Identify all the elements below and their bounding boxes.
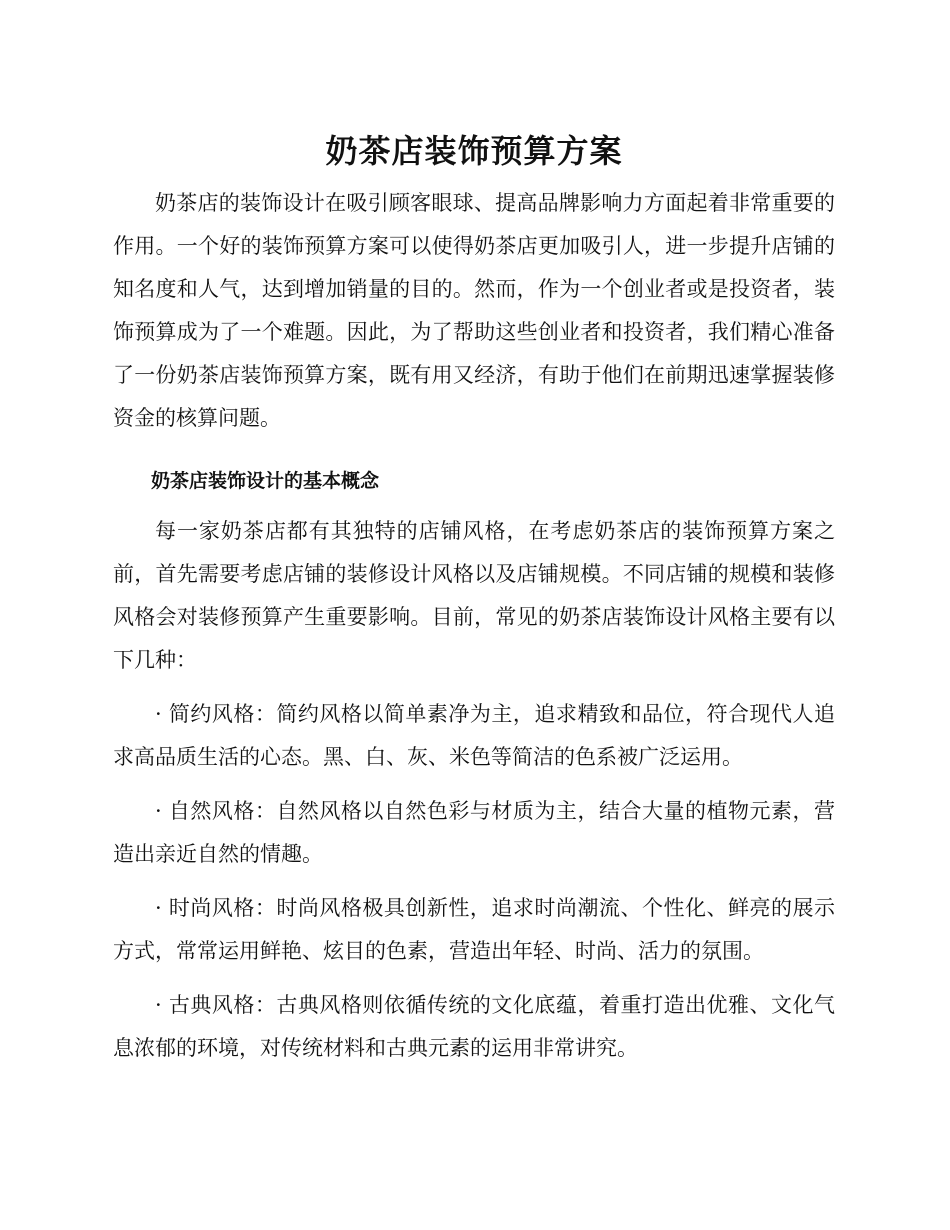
section-paragraph: 每一家奶茶店都有其独特的店铺风格，在考虑奶茶店的装饰预算方案之前，首先需要考虑店铺的装修设计风格以及店铺规模。不同店铺的规模和装修风格会对装修预算产生重要影响。目前，常见的奶茶店装饰设计风格主要有以下几种： (113, 519, 835, 672)
intro-paragraph: 奶茶店的装饰设计在吸引顾客眼球、提高品牌影响力方面起着非常重要的作用。一个好的装饰预算方案可以使得奶茶店更加吸引人，进一步提升店铺的知名度和人气，达到增加销量的目的。然而，作为一个创业者或是投资者，装饰预算成为了一个难题。因此，为了帮助这些创业者和投资者，我们精心准备了一份奶茶店装饰预算方案，既有用又经济，有助于他们在前期迅速掌握装修资金的核算问题。 (113, 191, 835, 430)
bullet-item-natural: · 自然风格：自然风格以自然色彩与材质为主，结合大量的植物元素，营造出亲近自然的情趣。 (113, 799, 835, 866)
document-page (113, 128, 835, 1070)
bullet-item-classical: · 古典风格：古典风格则依循传统的文化底蕴，着重打造出优雅、文化气息浓郁的环境，对传统材料和古典元素的运用非常讲究。 (113, 993, 835, 1060)
section-heading: 奶茶店装饰设计的基本概念 (151, 470, 380, 492)
bullet-item-minimalist: · 简约风格：简约风格以简单素净为主，追求精致和品位，符合现代人追求高品质生活的心态。黑、白、灰、米色等简洁的色系被广泛运用。 (113, 702, 835, 769)
bullet-item-fashion: · 时尚风格：时尚风格极具创新性，追求时尚潮流、个性化、鲜亮的展示方式，常常运用鲜艳、炫目的色素，营造出年轻、时尚、活力的氛围。 (113, 896, 835, 963)
document-title: 奶茶店装饰预算方案 (325, 132, 623, 170)
